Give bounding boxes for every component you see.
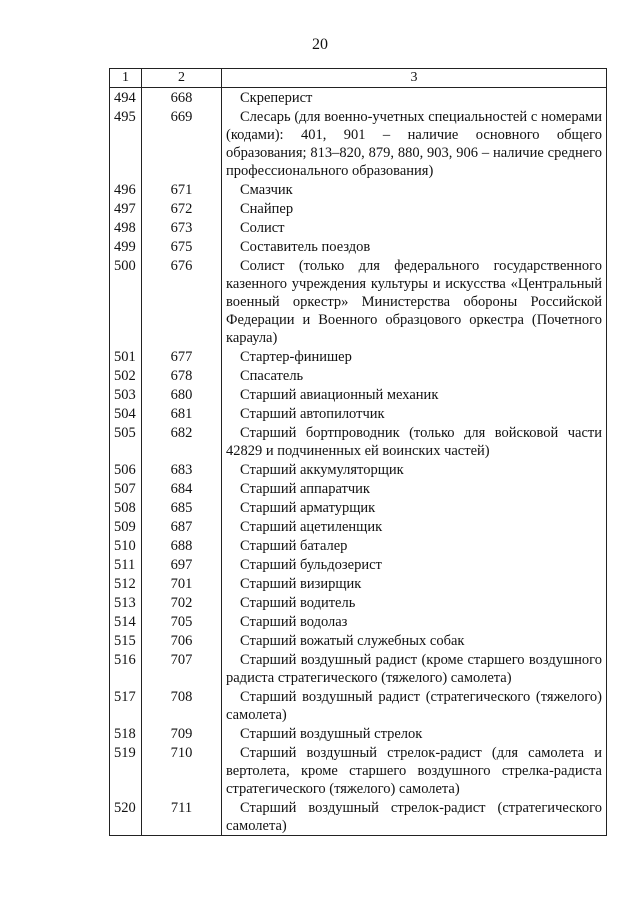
row-number-text: 500 — [114, 258, 136, 274]
row-number — [110, 498, 142, 517]
row-profession — [222, 743, 607, 798]
row-code — [142, 650, 222, 687]
row-profession — [222, 180, 607, 199]
row-code — [142, 107, 222, 180]
row-number — [110, 687, 142, 724]
row-profession-text: Старший автопилотчик — [240, 406, 385, 422]
row-number — [110, 743, 142, 798]
table-row — [110, 180, 607, 199]
row-code — [142, 612, 222, 631]
row-code-text: 688 — [170, 538, 193, 554]
table-row — [110, 574, 607, 593]
row-number — [110, 479, 142, 498]
row-profession-text: Старший воздушный стрелок-радист (стратегического самолета) — [226, 800, 602, 834]
table-row — [110, 460, 607, 479]
row-number — [110, 199, 142, 218]
row-profession-text: Старший аккумуляторщик — [240, 462, 404, 478]
row-profession-text: Старший воздушный радист (стратегического (тяжелого) самолета) — [226, 689, 602, 723]
row-code — [142, 218, 222, 237]
row-code-text: 681 — [170, 406, 193, 422]
row-number — [110, 404, 142, 423]
row-profession — [222, 256, 607, 347]
row-number — [110, 517, 142, 536]
table-body — [110, 88, 607, 836]
row-profession-text: Снайпер — [240, 201, 294, 217]
row-profession-text: Старший бульдозерист — [240, 557, 382, 573]
row-profession — [222, 593, 607, 612]
row-profession-text: Старший авиационный механик — [240, 387, 439, 403]
row-profession — [222, 460, 607, 479]
row-code-text: 668 — [170, 90, 193, 106]
row-code-text: 687 — [170, 519, 193, 535]
table-row — [110, 536, 607, 555]
table-row — [110, 199, 607, 218]
row-code-text: 672 — [170, 201, 193, 217]
row-code-text: 709 — [170, 726, 193, 742]
row-profession — [222, 498, 607, 517]
row-profession-text: Старший аппаратчик — [240, 481, 370, 497]
row-code — [142, 574, 222, 593]
header-col-1: 1 — [110, 69, 142, 88]
row-number — [110, 574, 142, 593]
row-code-text: 682 — [170, 425, 193, 441]
row-code — [142, 237, 222, 256]
row-code — [142, 798, 222, 836]
row-profession-text: Смазчик — [240, 182, 293, 198]
row-profession — [222, 199, 607, 218]
row-number-text: 512 — [114, 576, 136, 592]
row-number — [110, 366, 142, 385]
row-number — [110, 107, 142, 180]
table-row — [110, 555, 607, 574]
row-number-text: 514 — [114, 614, 136, 630]
row-code-text: 684 — [170, 481, 193, 497]
row-code — [142, 385, 222, 404]
row-number-text: 517 — [114, 689, 136, 705]
table-row — [110, 631, 607, 650]
row-number — [110, 88, 142, 108]
row-profession — [222, 574, 607, 593]
row-profession — [222, 555, 607, 574]
row-code — [142, 687, 222, 724]
row-number — [110, 650, 142, 687]
row-profession — [222, 423, 607, 460]
row-number-text: 502 — [114, 368, 136, 384]
row-profession — [222, 479, 607, 498]
table-row — [110, 404, 607, 423]
row-profession-text: Старший ацетиленщик — [240, 519, 383, 535]
row-profession-text: Старший воздушный стрелок — [240, 726, 423, 742]
row-code — [142, 88, 222, 108]
row-number-text: 511 — [114, 557, 136, 573]
row-profession — [222, 724, 607, 743]
row-number — [110, 347, 142, 366]
row-number-text: 505 — [114, 425, 136, 441]
row-profession — [222, 650, 607, 687]
row-code-text: 710 — [170, 745, 193, 761]
table-header-row — [110, 69, 607, 88]
row-profession-text: Старший воздушный радист (кроме старшего воздушного радиста стратегического (тяжелого) самолета) — [226, 652, 602, 686]
row-profession-text: Старший воздушный стрелок-радист (для самолета и вертолета, кроме старшего воздушного стрелка-радиста стратегического (тяжелого) самолета) — [226, 745, 602, 797]
table-row — [110, 479, 607, 498]
row-code — [142, 593, 222, 612]
row-code-text: 702 — [170, 595, 193, 611]
row-number — [110, 218, 142, 237]
row-number — [110, 593, 142, 612]
row-code-text: 673 — [170, 220, 193, 236]
row-profession-text: Старший бортпроводник (только для войсковой части 42829 и подчиненных ей воинских частей) — [226, 425, 602, 459]
header-col-2: 2 — [142, 69, 222, 88]
row-code-text: 701 — [170, 576, 193, 592]
row-profession-text: Стартер-финишер — [240, 349, 352, 365]
row-profession — [222, 107, 607, 180]
row-profession — [222, 798, 607, 836]
row-code — [142, 724, 222, 743]
row-code — [142, 536, 222, 555]
row-profession-text: Старший арматурщик — [240, 500, 376, 516]
row-profession-text: Составитель поездов — [240, 239, 371, 255]
table-row — [110, 743, 607, 798]
row-number — [110, 536, 142, 555]
row-code — [142, 517, 222, 536]
row-code — [142, 423, 222, 460]
row-profession — [222, 536, 607, 555]
row-number — [110, 798, 142, 836]
table-row — [110, 517, 607, 536]
row-code-text: 708 — [170, 689, 193, 705]
table-row — [110, 237, 607, 256]
row-number-text: 510 — [114, 538, 136, 554]
row-code-text: 706 — [170, 633, 193, 649]
row-code — [142, 347, 222, 366]
row-code — [142, 366, 222, 385]
table-row — [110, 498, 607, 517]
table-row — [110, 650, 607, 687]
row-number-text: 503 — [114, 387, 136, 403]
table-row — [110, 687, 607, 724]
row-code-text: 678 — [170, 368, 193, 384]
table-row — [110, 88, 607, 108]
row-number-text: 516 — [114, 652, 136, 668]
row-code — [142, 498, 222, 517]
row-code-text: 711 — [170, 800, 193, 816]
table-row — [110, 724, 607, 743]
row-profession — [222, 404, 607, 423]
row-number-text: 520 — [114, 800, 136, 816]
row-number — [110, 460, 142, 479]
row-code — [142, 743, 222, 798]
row-number-text: 506 — [114, 462, 136, 478]
row-code-text: 675 — [170, 239, 193, 255]
row-profession-text: Скреперист — [240, 90, 313, 106]
row-profession-text: Солист — [240, 220, 285, 236]
row-code-text: 707 — [170, 652, 193, 668]
row-code — [142, 631, 222, 650]
row-profession — [222, 687, 607, 724]
row-profession-text: Старший водолаз — [240, 614, 348, 630]
table-row — [110, 798, 607, 836]
row-number-text: 508 — [114, 500, 136, 516]
row-profession — [222, 347, 607, 366]
row-number-text: 494 — [114, 90, 136, 106]
row-code — [142, 555, 222, 574]
row-number-text: 497 — [114, 201, 136, 217]
table-row — [110, 256, 607, 347]
row-code — [142, 256, 222, 347]
row-profession-text: Слесарь (для военно-учетных специальностей с номерами (кодами): 401, 901 – наличие основного общего образования; 813–820, 879, 880, 903, 906 – наличие среднего профессионального образования) — [226, 109, 602, 179]
table-row — [110, 423, 607, 460]
row-profession — [222, 237, 607, 256]
row-number-text: 513 — [114, 595, 136, 611]
row-code — [142, 479, 222, 498]
page-number: 20 — [312, 36, 328, 53]
row-profession — [222, 88, 607, 108]
row-code-text: 669 — [170, 109, 193, 125]
row-code-text: 677 — [170, 349, 193, 365]
row-number-text: 507 — [114, 481, 136, 497]
professions-table — [109, 68, 607, 836]
table-row — [110, 612, 607, 631]
row-number-text: 518 — [114, 726, 136, 742]
row-number — [110, 724, 142, 743]
row-code-text: 697 — [170, 557, 193, 573]
row-profession-text: Старший водитель — [240, 595, 356, 611]
row-code-text: 676 — [170, 258, 193, 274]
table-row — [110, 593, 607, 612]
row-number — [110, 385, 142, 404]
row-profession — [222, 612, 607, 631]
row-profession — [222, 517, 607, 536]
table-row — [110, 218, 607, 237]
row-number — [110, 256, 142, 347]
header-col-3: 3 — [222, 69, 607, 88]
row-number-text: 519 — [114, 745, 136, 761]
row-profession-text: Спасатель — [240, 368, 304, 384]
row-profession-text: Солист (только для федерального государственного казенного учреждения культуры и искусства «Центральный военный оркестр» Министерства обороны Российской Федерации и Военного образцового оркестра (Почетного караула) — [226, 258, 602, 346]
row-profession-text: Старший баталер — [240, 538, 348, 554]
table-row — [110, 366, 607, 385]
row-profession — [222, 385, 607, 404]
row-profession — [222, 631, 607, 650]
row-code — [142, 180, 222, 199]
row-code-text: 680 — [170, 387, 193, 403]
row-number-text: 495 — [114, 109, 136, 125]
row-code-text: 685 — [170, 500, 193, 516]
row-number — [110, 612, 142, 631]
row-code — [142, 460, 222, 479]
row-code-text: 671 — [170, 182, 193, 198]
row-code-text: 683 — [170, 462, 193, 478]
row-profession-text: Старший вожатый служебных собак — [240, 633, 465, 649]
row-code — [142, 404, 222, 423]
row-number-text: 509 — [114, 519, 136, 535]
row-number — [110, 631, 142, 650]
row-number — [110, 555, 142, 574]
row-code-text: 705 — [170, 614, 193, 630]
row-number — [110, 180, 142, 199]
row-number-text: 498 — [114, 220, 136, 236]
row-number-text: 499 — [114, 239, 136, 255]
row-number-text: 504 — [114, 406, 136, 422]
row-number-text: 515 — [114, 633, 136, 649]
row-number-text: 496 — [114, 182, 136, 198]
row-profession — [222, 366, 607, 385]
row-number — [110, 237, 142, 256]
table-row — [110, 347, 607, 366]
row-profession-text: Старший визирщик — [240, 576, 362, 592]
row-number — [110, 423, 142, 460]
table-row — [110, 107, 607, 180]
row-number-text: 501 — [114, 349, 136, 365]
row-profession — [222, 218, 607, 237]
row-code — [142, 199, 222, 218]
table-row — [110, 385, 607, 404]
